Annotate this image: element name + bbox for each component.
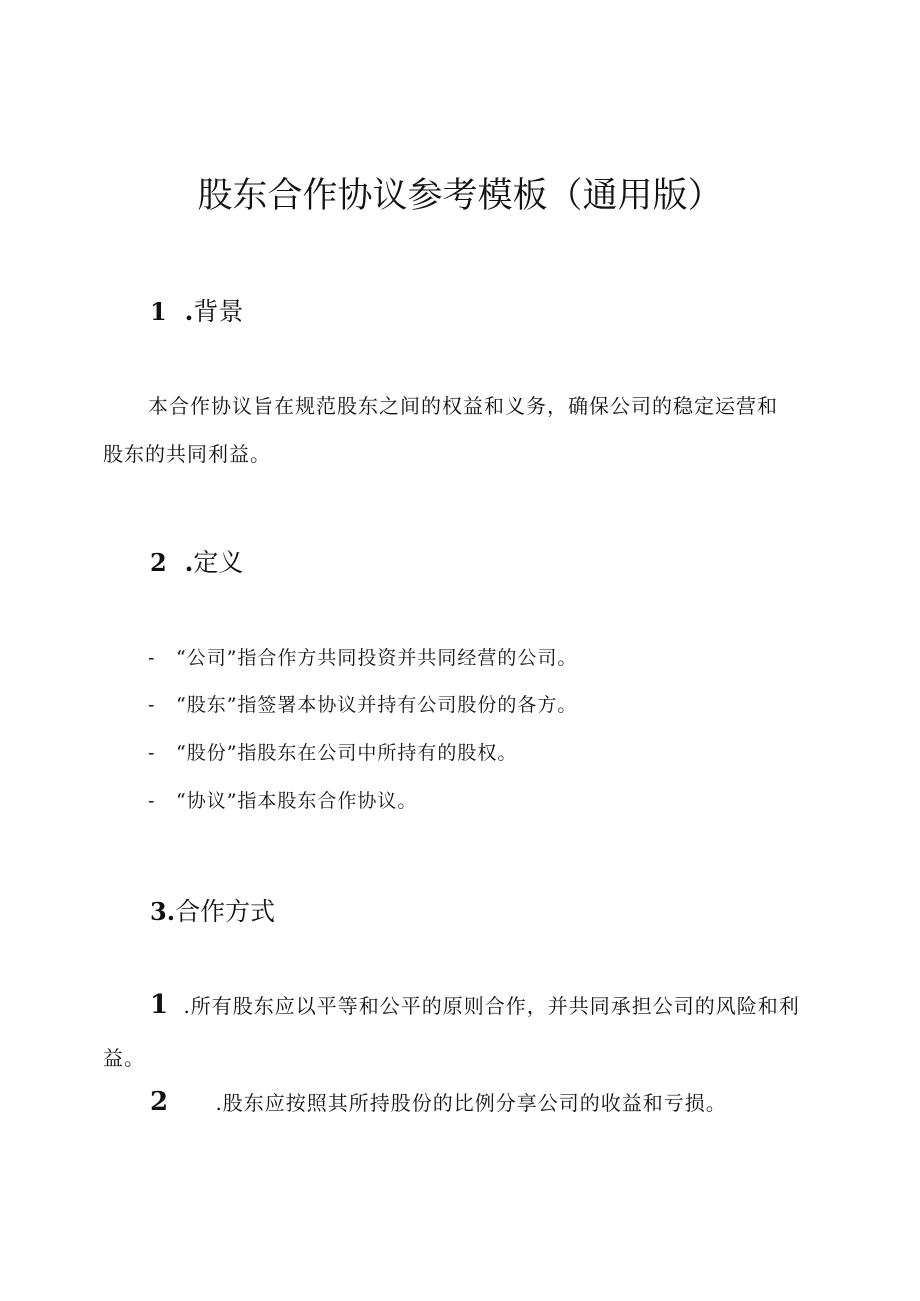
- definition-text: “股份”指股东在公司中所持有的股权。: [176, 742, 518, 764]
- item-number: 2: [150, 1087, 169, 1117]
- section-title: 合作方式: [175, 897, 276, 926]
- section-number: 3.: [150, 897, 176, 926]
- list-dash: -: [148, 790, 156, 812]
- list-dash: -: [148, 742, 156, 764]
- definition-item: [148, 738, 517, 765]
- paragraph-line: 本合作协议旨在规范股东之间的权益和义务，确保公司的稳定运营和: [148, 394, 778, 418]
- definition-item: [148, 786, 417, 813]
- section-title: 背景: [193, 297, 244, 326]
- item-text: .股东应按照其所持股份的比例分享公司的收益和亏损。: [215, 1091, 727, 1115]
- section-dot: .: [184, 297, 194, 326]
- item-text-continuation: 益。: [103, 1046, 145, 1070]
- section-heading-definitions: [150, 543, 243, 579]
- section-dot: .: [184, 548, 194, 577]
- numbered-item: [150, 1087, 727, 1117]
- definition-item: [148, 690, 577, 717]
- section-heading-background: [150, 292, 243, 328]
- list-dash: -: [148, 694, 156, 716]
- section-title: 定义: [193, 548, 244, 577]
- definition-text: “股东”指签署本协议并持有公司股份的各方。: [176, 694, 578, 716]
- section-heading-cooperation: [150, 892, 275, 928]
- definition-text: “公司”指合作方共同投资并共同经营的公司。: [176, 647, 578, 669]
- definition-item: [148, 643, 577, 670]
- section-number: 2: [150, 548, 167, 577]
- item-text: .所有股东应以平等和公平的原则合作，并共同承担公司的风险和利: [183, 994, 800, 1018]
- definition-text: “协议”指本股东合作协议。: [176, 790, 418, 812]
- paragraph-line: 股东的共同利益。: [103, 442, 271, 466]
- list-dash: -: [148, 647, 156, 669]
- item-number: 1: [150, 990, 169, 1020]
- section-number: 1: [150, 297, 167, 326]
- document-title: 股东合作协议参考模板（通用版）: [197, 176, 723, 216]
- numbered-item: [150, 990, 800, 1020]
